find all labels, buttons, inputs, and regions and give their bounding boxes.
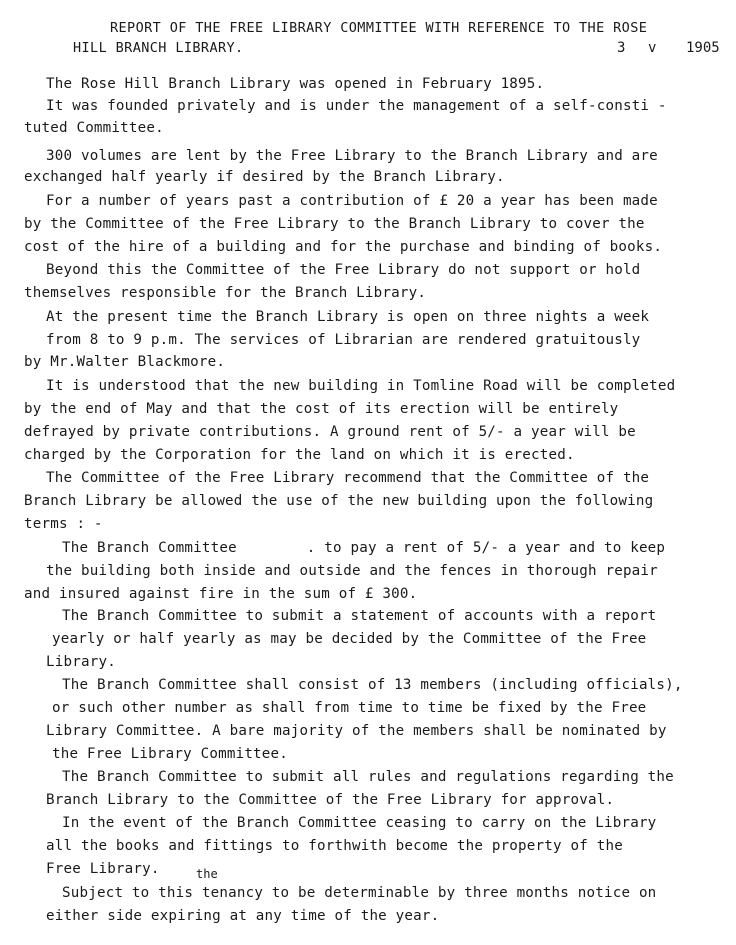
body-line: by the end of May and that the cost of its erection will be entirely: [24, 401, 619, 417]
body-line: Library Committee. A bare majority of the members shall be nominated by: [46, 723, 667, 739]
body-line: The Branch Committee to submit a statement of accounts with a report: [62, 608, 657, 624]
body-line: The Branch Committee to submit all rules and regulations regarding the: [62, 769, 674, 785]
handwritten-insertion: the: [196, 867, 218, 881]
body-line: and insured against fire in the sum of £ 300.: [24, 586, 418, 602]
body-line: the Free Library Committee.: [52, 746, 289, 762]
heading-line-2: HILL BRANCH LIBRARY.: [73, 40, 244, 56]
body-line: terms : -: [24, 516, 103, 532]
body-line: It is understood that the new building in Tomline Road will be completed: [46, 378, 676, 394]
body-line: Branch Library be allowed the use of the new building upon the following: [24, 493, 654, 509]
body-line: cost of the hire of a building and for the purchase and binding of books.: [24, 239, 663, 255]
body-line: either side expiring at any time of the year.: [46, 908, 440, 924]
document-year: 1905: [686, 40, 720, 56]
body-line: Branch Library to the Committee of the Free Library for approval.: [46, 792, 615, 808]
body-line: tuted Committee.: [24, 120, 164, 136]
body-line: Beyond this the Committee of the Free Library do not support or hold: [46, 262, 641, 278]
body-line: all the books and fittings to forthwith become the property of the: [46, 838, 623, 854]
body-line: or such other number as shall from time to time be fixed by the Free: [52, 700, 647, 716]
body-line: The Committee of the Free Library recommend that the Committee of the: [46, 470, 650, 486]
body-line: charged by the Corporation for the land on which it is erected.: [24, 447, 575, 463]
body-line: Library.: [46, 654, 116, 670]
heading-line-1: REPORT OF THE FREE LIBRARY COMMITTEE WITH REFERENCE TO THE ROSE: [110, 20, 648, 36]
reference-letter: v: [648, 40, 657, 56]
body-line: the building both inside and outside and the fences in thorough repair: [46, 563, 658, 579]
body-line: For a number of years past a contribution of £ 20 a year has been made: [46, 193, 658, 209]
body-line: by the Committee of the Free Library to the Branch Library to cover the: [24, 216, 645, 232]
body-line: defrayed by private contributions. A ground rent of 5/- a year will be: [24, 424, 636, 440]
body-line: Subject to this tenancy to be determinable by three months notice on: [62, 885, 657, 901]
body-line: themselves responsible for the Branch Library.: [24, 285, 427, 301]
body-line: 300 volumes are lent by the Free Library to the Branch Library and are: [46, 148, 658, 164]
body-line: At the present time the Branch Library is open on three nights a week: [46, 309, 650, 325]
body-line: yearly or half yearly as may be decided by the Committee of the Free: [52, 631, 647, 647]
body-line: by Mr.Walter Blackmore.: [24, 354, 226, 370]
body-line: In the event of the Branch Committee ceasing to carry on the Library: [62, 815, 657, 831]
body-line: It was founded privately and is under the management of a self-consti -: [46, 98, 667, 114]
body-line: from 8 to 9 p.m. The services of Librarian are rendered gratuitously: [46, 332, 641, 348]
reference-number: 3: [617, 40, 626, 56]
body-line: The Rose Hill Branch Library was opened in February 1895.: [46, 76, 545, 92]
body-line: The Branch Committee shall consist of 13 members (including officials),: [62, 677, 683, 693]
body-line: exchanged half yearly if desired by the Branch Library.: [24, 169, 505, 185]
body-line: The Branch Committee . to pay a rent of 5/- a year and to keep: [62, 540, 666, 556]
body-line: Free Library.: [46, 861, 160, 877]
